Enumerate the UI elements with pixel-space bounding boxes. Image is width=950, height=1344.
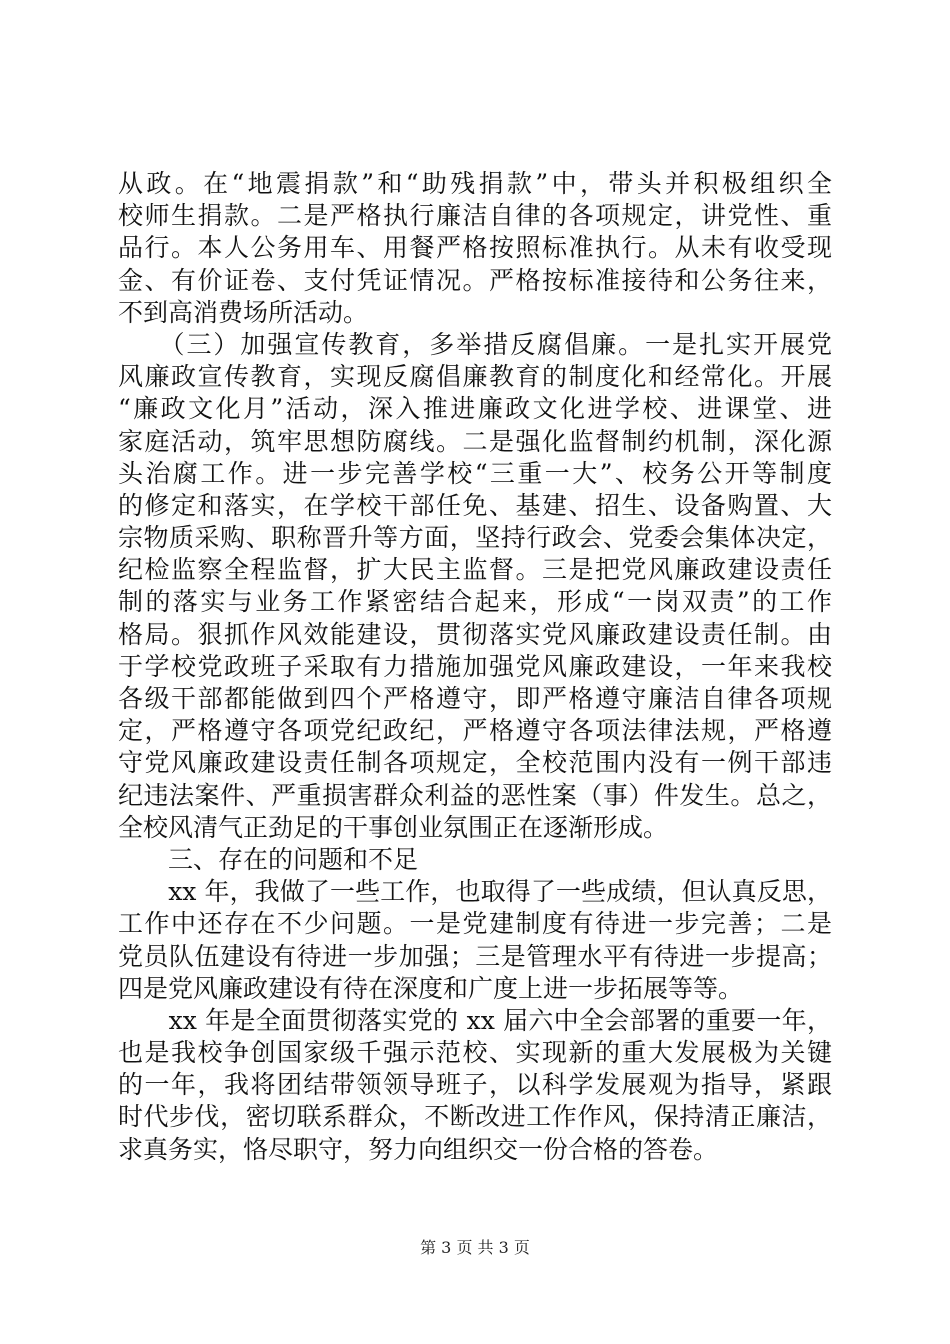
text-line: 不到高消费场所活动。 bbox=[118, 297, 369, 327]
text-line: 头治腐工作。进一步完善学校“三重一大”、校务公开等制度 bbox=[118, 458, 832, 488]
text-line: 也是我校争创国家级千强示范校、实现新的重大发展极为关键 bbox=[118, 1038, 832, 1068]
text-line: 守党风廉政建设责任制各项规定，全校范围内没有一例干部违 bbox=[118, 748, 832, 778]
text-line: 三、存在的问题和不足 bbox=[118, 844, 419, 874]
text-line: 各级干部都能做到四个严格遵守，即严格遵守廉洁自律各项规 bbox=[118, 684, 832, 713]
text-line: 的修定和落实，在学校干部任免、基建、招生、设备购置、大 bbox=[118, 490, 832, 520]
text-line: 从政。在“地震捐款”和“助残捐款”中，带头并积极组织全 bbox=[118, 169, 832, 198]
text-line: 宗物质采购、职称晋升等方面，坚持行政会、党委会集体决定， bbox=[118, 523, 832, 553]
text-line: xx 年是全面贯彻落实党的 xx 届六中全会部署的重要一年， bbox=[118, 1005, 832, 1035]
text-line: 制的落实与业务工作紧密结合起来，形成“一岗双责”的工作 bbox=[118, 587, 832, 617]
text-line: “廉政文化月”活动，深入推进廉政文化进学校、进课堂、进 bbox=[118, 394, 832, 424]
text-line: 格局。狠抓作风效能建设，贯彻落实党风廉政建设责任制。由 bbox=[118, 619, 832, 649]
text-line: 定，严格遵守各项党纪政纪，严格遵守各项法律法规，严格遵 bbox=[118, 716, 832, 746]
text-line: 纪检监察全程监督，扩大民主监督。三是把党风廉政建设责任 bbox=[118, 555, 832, 585]
page-footer: 第 3 页 共 3 页 bbox=[420, 1238, 530, 1257]
text-line: 的一年，我将团结带领领导班子，以科学发展观为指导，紧跟 bbox=[118, 1070, 832, 1100]
text-line: 家庭活动，筑牢思想防腐线。二是强化监督制约机制，深化源 bbox=[118, 426, 832, 456]
text-line: 党员队伍建设有待进一步加强；三是管理水平有待进一步提高； bbox=[118, 941, 832, 971]
text-line: 于学校党政班子采取有力措施加强党风廉政建设，一年来我校 bbox=[118, 651, 832, 681]
text-line: 风廉政宣传教育，实现反腐倡廉教育的制度化和经常化。开展 bbox=[118, 362, 832, 392]
text-line: xx 年，我做了一些工作，也取得了一些成绩，但认真反思， bbox=[118, 877, 832, 907]
document-body bbox=[118, 168, 832, 1166]
text-line: 工作中还存在不少问题。一是党建制度有待进一步完善；二是 bbox=[118, 909, 832, 939]
text-line: 校师生捐款。二是严格执行廉洁自律的各项规定，讲党性、重 bbox=[118, 201, 832, 231]
text-line: 纪违法案件、严重损害群众利益的恶性案（事）件发生。总之， bbox=[118, 780, 832, 810]
text-line: 金、有价证卷、支付凭证情况。严格按标准接待和公务往来， bbox=[118, 265, 832, 295]
text-line: 品行。本人公务用车、用餐严格按照标准执行。从未有收受现 bbox=[118, 233, 832, 263]
text-line: 求真务实，恪尽职守，努力向组织交一份合格的答卷。 bbox=[118, 1134, 719, 1164]
text-line: 时代步伐，密切联系群众，不断改进工作作风，保持清正廉洁， bbox=[118, 1102, 832, 1132]
text-line: 全校风清气正劲足的干事创业氛围正在逐渐形成。 bbox=[118, 812, 669, 842]
text-line: （三）加强宣传教育，多举措反腐倡廉。一是扎实开展党 bbox=[118, 329, 832, 359]
text-line: 四是党风廉政建设有待在深度和广度上进一步拓展等等。 bbox=[118, 973, 744, 1003]
